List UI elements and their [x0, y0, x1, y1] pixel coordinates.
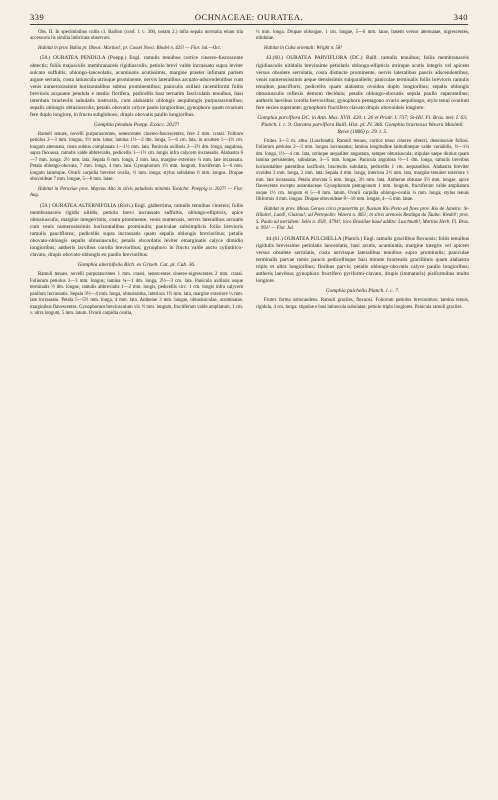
species-citation: Gomphia parviflora DC. in Ann. Mus. XVII. 420. t. 26 et Prodr. I. 737; St-Hil. Fl. Bras. mer. I. 63; Planch. l. c. 9. Ouratea parviflora Baill. Hist. pl. IV. 366. Gomphia bracteosa Wawra Maximil. Reise (1866) p. 29. t. 5.	[257, 114, 468, 135]
species-description: Ramuli tenues, novelli purpurascentes 1 mm. crassi, senescentes cinereo-nigrescentes 2 mm. crassi. Foliorum petiolus 2—3 mm. longus; lamina ¾—1 dm. longa, 2½—3 cm. lata. Panicula axillaris usque terminalis ½ dm. longae, ramulis abbreviatis 1—2 mm. longis, pedicellis circ. 1 cm. longis infra calycem paullum incrassatis. Sepala 3½—4 mm. longa, obtusissima, interiora 1½ mm. lata, margine exteriore ¼ mm. late incrassato. Petala 5—5½ mm. longa, 4 mm. lata. Antherae 3 mm. longae, obtusiusculae, acuminatae, marginibus flavescentes. Gynophorum breviusculum vix ½ mm. longum, fructiferum valde ampliatum, 1 cm. v. ultra longum, 5 mm. latum. Ovarii carpidia ovalia,	[30, 272, 243, 317]
habitat-note: Habitat in prov. Bahia pr. Ilheos: Martius!; pr. Cassel Novo: Blodel n. 425! — Flor. Jul.—Oct.	[38, 45, 221, 51]
species-entry-59	[30, 203, 243, 318]
left-column	[30, 30, 243, 321]
species-heading: (58.) OURATEA PENDULA (Poepp.) Engl. ramulis tenuibus cortice cinereo-fuscescente obtectis; foliis majusculis membranaceis rigidiusculis, petiolo brevi valde incrassato supra leviter sulcato suffultis, oblongo-lanceolatis, acuminatis acutissimis, margine praeter infimam partem argute serratis, costa latiuscula utrinque prominente, nervis lateralibus arcuato-adscendentibus cum venis numerosissimis horizontalibus subtus prominentibus; paniculis axillari racemiformi foliis brevioris acquante pendula e medio floriferа, pedicellis basi ternatim fasciculatis tenuibus, basi interdum bracteolis subulatis instructis, cum alabastris oblongis aequilongis purpurascentibus; sepalis oblongis obtusiusculis; petalis obovatis calyce paulo longioribus; gynophoro quam ovarium fere duplo longiore, in fructu subgloboso, drupis obovatis paullo longioribus.	[30, 55, 243, 118]
page-number-left: 339	[30, 12, 45, 22]
species-entry-58	[30, 55, 243, 199]
observation-note: Obs. II. In speciminibus cultis cl. Baillon (conf. l. c. 360, notam 2.) infra sepala normalia etiam tria accessoria iis similia imbricata observavi.	[30, 30, 243, 42]
habitat-note: Habitat in Cuba orientali: Wright n. 58!	[264, 45, 342, 51]
running-title: OCHNACEAE: OURATEA.	[194, 12, 304, 22]
species-citation: Gomphia pulchella Planch. l. c. 7.	[325, 288, 400, 295]
page-number-right: 340	[453, 12, 468, 22]
species-heading: 44.(61.) OURATEA PULCHELLA (Planch.) Engl. ramulis gracilibus flexuosis; foliis tenuibus rigidulis brevissime petiolatis lanceolatis, basi acutis, acuminatis, margine integris vel apicem versus obsolete serrulatis, costa nervisque lateralibus tenuibus supra prominulis; paniculae terminalis parvae ramis paucis pedicellisque basi minute bracteatis gracillimis quam alabastra triplo et ultra longioribus; floribus parvis; petalis oblongo-obovatis calyce paullo longioribus; antheris laevibus; gynophoro fructifero pyriformi-clavato, drupis (immaturis) pisiformibus multo longiore.	[256, 235, 469, 285]
species-citation: Gomphia pendula Poepp. Exsicc. 2027!	[93, 121, 180, 128]
species-description: Rameli tenues, novelli purpurascentes, senescentes cinereo-fuscescentes, fere 2 mm. crassi. Folirum petiolus 2—3 mm. longus, 1½ mm. latus; lamina 1½—2 dm. longa, 5—6 cm. lata, in acumen 1—1½ cm. longum attenuata, costa subtus complanata 1—1½ mm. lata. Panicula axillaris 2—2½ dm. longa, angulosa, supra flexuosa, ramulis valde abbreviatis, pedicellis 1—1½ cm. longis infra calycem incrassatis. Alabastra 6—7 mm. longa, 2½ mm. lata. Sepala 6 mm. longa, 2 mm. lata, margine exteriore ¼ mm. late incrassata. Petala oblongo-obovata, 7 mm. longa, 4 mm. lata. Gynophorum 1½ mm. longum, fructiferum 5—6 mm. longum latumque. Ovarii carpidia breviter ovalia, ½ mm. longa; stylus subulatus 6 mm. longus. Drupae obovoideae 7 mm. longae, 5—6 mm. latae.	[30, 131, 243, 183]
species-entry-43	[256, 55, 469, 232]
species-habitat: Habitat in Peruviae prov. Maynas Alto in silvis paludosis minimis Tocache: Poeppig n. 2027! — Flor. Aug.	[30, 186, 243, 199]
running-header	[30, 10, 468, 25]
right-column	[256, 30, 469, 314]
species-habitat: Habitat in prov. Minas Geraes circa praesertim pr. fluvium Rio Preto ad fines prov. Rio de Janeiro: St-Hilaire!, Lund!, Glaziou!; ad Petropolin: Wawra n. 465!; in silvis arenosis Restinga da Tauba: Riedel!; prov. S. Paulo ad meridiem: Sello n. 458!, 4794!; loco Brasiliae haud addito: Luschnath!, Martius Herb. Fl. Bras. n. 991! — Flor. Jul.	[256, 206, 469, 232]
species-entry-44	[256, 236, 469, 311]
species-description: Frutex 3—5 m. altus (Luschnath). Ramuli tenues, cortice tenui cinereo obtecti, densiuscule foliosi. Foliorum petiolus 2—3 mm. longus incrassatus; lamina longitudine latitudineque valde variabilis, ½—1¼ dm. longa, 1½—4 cm. lata, utrinque aequaliter angustata, semper obtusiuscula; stipulae saepe diutius quam lamina persistentes, subulatae, 3—5 mm. longae. Panicula angulosa ½—1 dm. longa, ramulis brevibus horizontaliter patentibus laxifloris, bracteolis subulatis, pedicellis 1 cm. aequantibus. Alabastra breviter ovoidea 3 mm. longa, 2 mm. lata. Sepala 4 mm. longa, interiora 2½ mm. lata, margine tenuiter exteriore 1 mm. late incrassata. Petala obovata 5 mm. longa, 3½ mm. lata. Antherae obtusae 3½ mm. longae, apice flavescente excepto aurantiaceae. Gynophorum pentagonum 1 mm. longum, fructiferum valde ampliatum usque 1½ cm. longum et 5—8 mm. latum. Ovarii carpidia oblongo-ovalia ¼ mm. longa; stylus tenuis filiformis 4 mm. longus. Drupae obovoideae 8—10 mm. longae, 4—5 mm. latae.	[256, 138, 469, 203]
species-description: Frutex forma subscandens. Ramuli graciles, flexuosi. Foliorum petiolus brevissimus; lamina tenuis, rigidula, 4 cm. longa; stipulae e basi latiuscula subulatae, petiolo triplo longiores. Panicula ramuli graciles.	[256, 298, 469, 310]
species-heading: 43.(60.) OURATEA PARVIFLORA (DC.) Baill. ramulis tenuibus; foliis membranaceis rigidiusculis nitidulis brevissime petiolatis oblongo-ellipticis utrinque acutis integris vel apicem versus obsolete serrulatis, costa distincte prominente, nervis lateralibus paucis adscendentibus, venis numerosissimis aeque densissimis subparallelis; paniculae terminalis foliis brevioris ramulis tenuibus paucifloris, pedicellis quam alabastra ovoidea duplo longioribus; sepalis oblongis obtusiusculis reflexis demum deciduis; petalis oblongo-obovatis sepala paullo superantibus; antheris laevibus corolla brevioribus; gynophoro pentagono ovario aequilongo, stylo tenui ovarium fere sexies superante; gynophoro fructifero clavato drupis obovoideis longiore.	[256, 55, 469, 111]
species-citation: Gomphia alternifolia Rich. ex Griseb. Cat. pl. Cub. 36.	[77, 262, 196, 269]
species-heading: (59.) OURATEA ALTERNIFOLIA (Rich.) Engl. glaberrima, ramulis tenuibus cinereis; foliis membranaceis rigidis nitidis, petiolo brevi incrassato suffultis, oblongo-ellipticis, apice obtusiusculis, margine integerrimis, costa prominente, venis numerosis, nervis lateralibus arcuatis cum venis numerosissimis horizontalibus prominulis; paniculae subsimplicis foliis brevioris ramulis pauciflorис, pedicellis supra incrassatis quam sepalis oblongis brevioribus; petalis obovato-oblongis sepalis obtusiusculis; petalis obcordatis leviter emarginatis calyce dimidio longioribus; antheris lacvibus corolla brevioribus; gynophoro in fructu valde aucto cylindrico-clavato, drupis obovato-oblongis eo paullo brevioribus.	[30, 202, 243, 259]
continued-description: ¼ mm. longa. Drupae oblongae, 1 cm. longae, 5—6 mm. latae, basem versus attenuatae, nigrescentes, nitidulae.	[256, 30, 469, 42]
